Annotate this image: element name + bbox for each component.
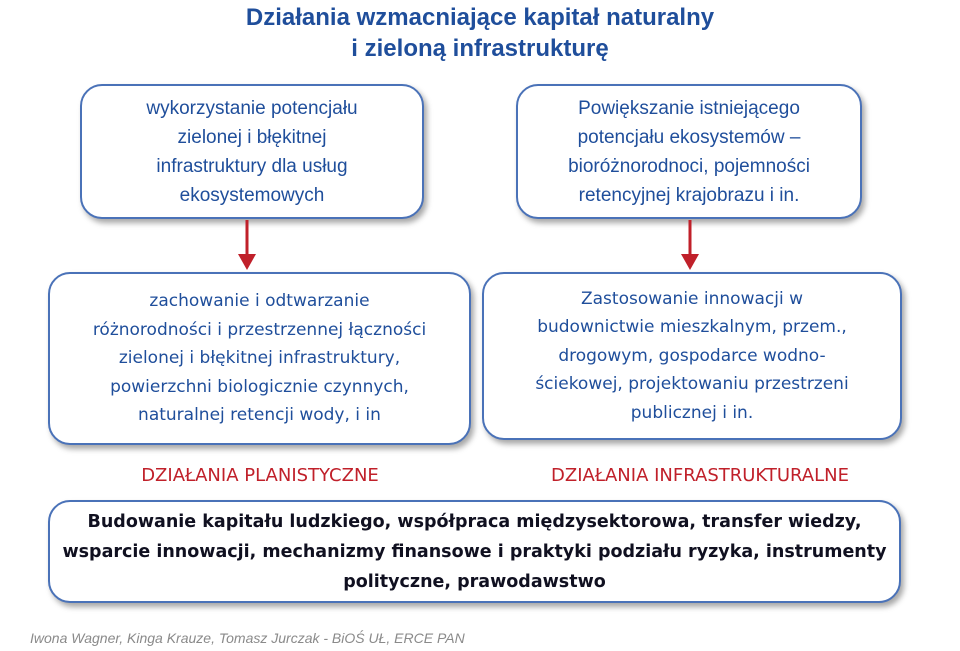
bottom-box-line: Budowanie kapitału ludzkiego, współpraca międzysektorowa, transfer wiedzy, [87,511,862,532]
top-left-box-line: wykorzystanie potencjału [146,97,358,119]
top-right-box-line: potencjału ekosystemów – [577,126,801,148]
top-right-box-line: Powiększanie istniejącego [578,97,800,119]
top-left-box-line: infrastruktury dla usług [156,155,348,177]
bottom-box [48,500,901,603]
diagram-title [0,2,960,64]
top-left-box-line: ekosystemowych [179,184,325,206]
bottom-box-line: polityczne, prawodawstwo [343,571,606,592]
top-left-box [80,84,424,219]
middle-right-box-line: publicznej i in. [630,402,754,423]
title-line-2: i zieloną infrastrukturę [351,35,609,62]
middle-right-box-line: Zastosowanie innowacji w [580,288,804,309]
top-left-box-line: zielonej i błękitnej [177,126,327,148]
middle-left-box [48,272,471,445]
top-right-box-line: bioróżnorodnoci, pojemności [568,155,810,177]
bottom-box-line: wsparcie innowacji, mechanizmy finansowe i praktyki podziału ryzyka, instrumenty [62,541,887,562]
middle-left-box-line: różnorodności i przestrzennej łączności [92,319,427,340]
left-down-arrow [234,220,260,272]
middle-right-box-line: ściekowej, projektowaniu przestrzeni [535,374,849,395]
middle-left-box-line: powierzchni biologicznie czynnych, [110,376,409,397]
author-footer: Iwona Wagner, Kinga Krauze, Tomasz Jurczak - BiOŚ UŁ, ERCE PAN [30,630,465,646]
title-line-1: Działania wzmacniające kapitał naturalny [245,4,715,31]
middle-left-box-line: zachowanie i odtwarzanie [149,291,370,312]
infrastructure-actions-label: DZIAŁANIA INFRASTRUKTURALNE [551,465,849,486]
top-right-box [516,84,862,219]
right-down-arrow [677,220,703,272]
middle-right-box [482,272,902,440]
top-right-box-line: retencyjnej krajobrazu i in. [578,184,800,206]
middle-right-box-line: drogowym, gospodarce wodno- [558,345,826,366]
middle-left-box-line: zielonej i błękitnej infrastruktury, [118,348,401,369]
middle-left-box-line: naturalnej retencji wody, i in [138,405,381,426]
planning-actions-label: DZIAŁANIA PLANISTYCZNE [141,465,379,486]
middle-right-box-line: budownictwie mieszkalnym, przem., [537,317,847,338]
